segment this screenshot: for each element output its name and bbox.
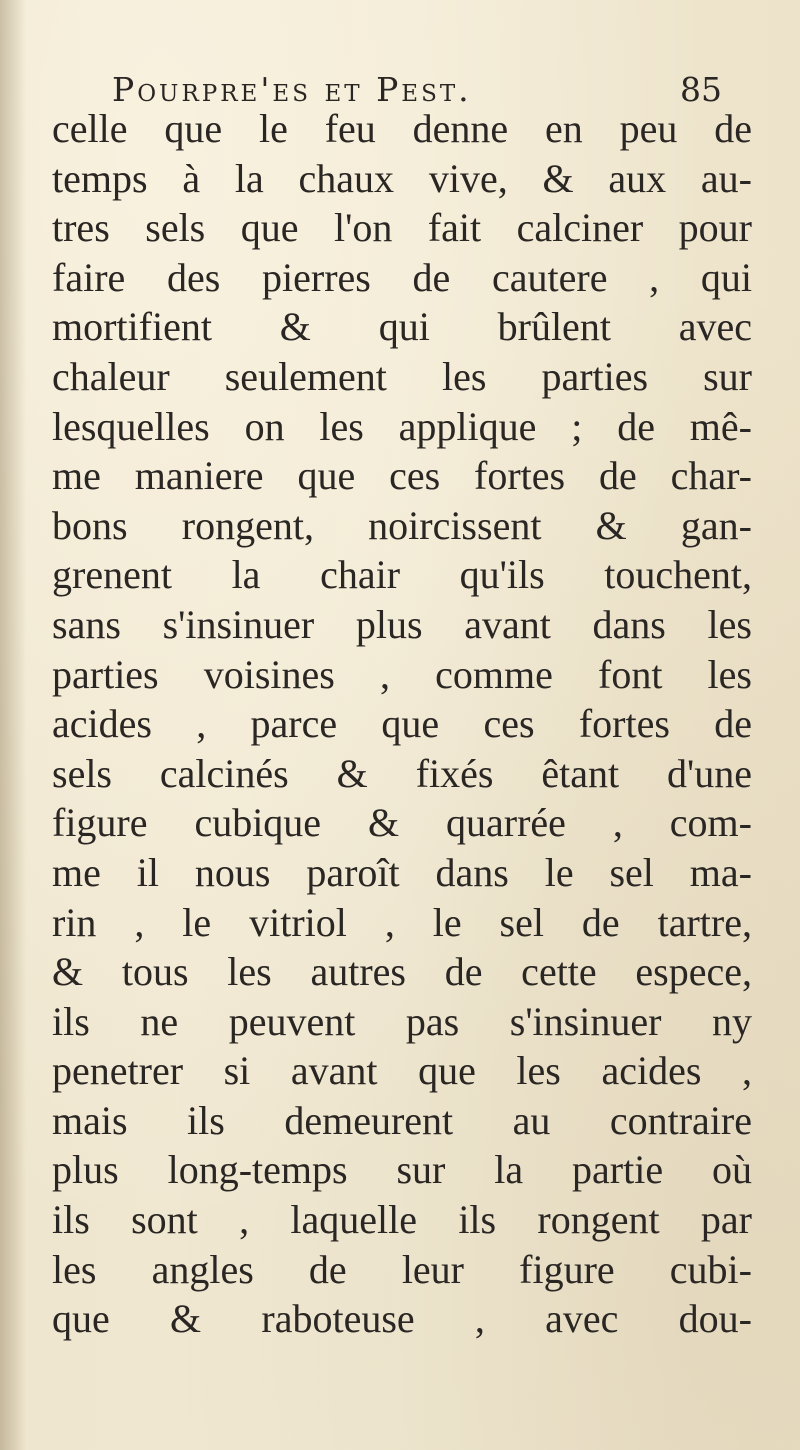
text-line: penetrer si avant que les acides , xyxy=(52,1048,752,1094)
text-line: figure cubique & quarrée , com- xyxy=(52,800,752,846)
text-line: celle que le feu denne en peu de xyxy=(52,106,752,151)
text-line: mortifient & qui brûlent avec xyxy=(52,304,752,350)
text-line: lesquelles on les applique ; de mê- xyxy=(52,403,752,449)
page-number: 85 xyxy=(680,70,722,109)
running-title: Pourpre'es et Pest. xyxy=(112,70,472,109)
gutter-shadow xyxy=(0,0,26,1450)
text-line: sans s'insinuer plus avant dans les xyxy=(52,601,752,647)
text-line: rin , le vitriol , le sel de tartre, xyxy=(52,899,752,945)
text-line: temps à la chaux vive, & aux au- xyxy=(52,155,752,201)
text-line: mais ils demeurent au contraire xyxy=(52,1097,752,1143)
body-text xyxy=(52,104,752,1344)
text-line: sels calcinés & fixés êtant d'une xyxy=(52,750,752,796)
text-line: ils ne peuvent pas s'insinuer ny xyxy=(52,998,752,1044)
text-line: acides , parce que ces fortes de xyxy=(52,701,752,747)
text-line: faire des pierres de cautere , qui xyxy=(52,254,752,300)
text-line: chaleur seulement les parties sur xyxy=(52,353,752,399)
text-line: grenent la chair qu'ils touchent, xyxy=(52,552,752,598)
text-line: bons rongent, noircissent & gan- xyxy=(52,502,752,548)
text-line: parties voisines , comme font les xyxy=(52,651,752,697)
text-line: me maniere que ces fortes de char- xyxy=(52,453,752,499)
text-line: ils sont , laquelle ils rongent par xyxy=(52,1197,752,1243)
text-line: plus long-temps sur la partie où xyxy=(52,1147,752,1193)
text-line: me il nous paroît dans le sel ma- xyxy=(52,849,752,895)
text-line: & tous les autres de cette espece, xyxy=(52,949,752,995)
text-line: les angles de leur figure cubi- xyxy=(52,1246,752,1292)
text-line: tres sels que l'on fait calciner pour xyxy=(52,205,752,251)
text-line: que & raboteuse , avec dou- xyxy=(52,1296,752,1342)
